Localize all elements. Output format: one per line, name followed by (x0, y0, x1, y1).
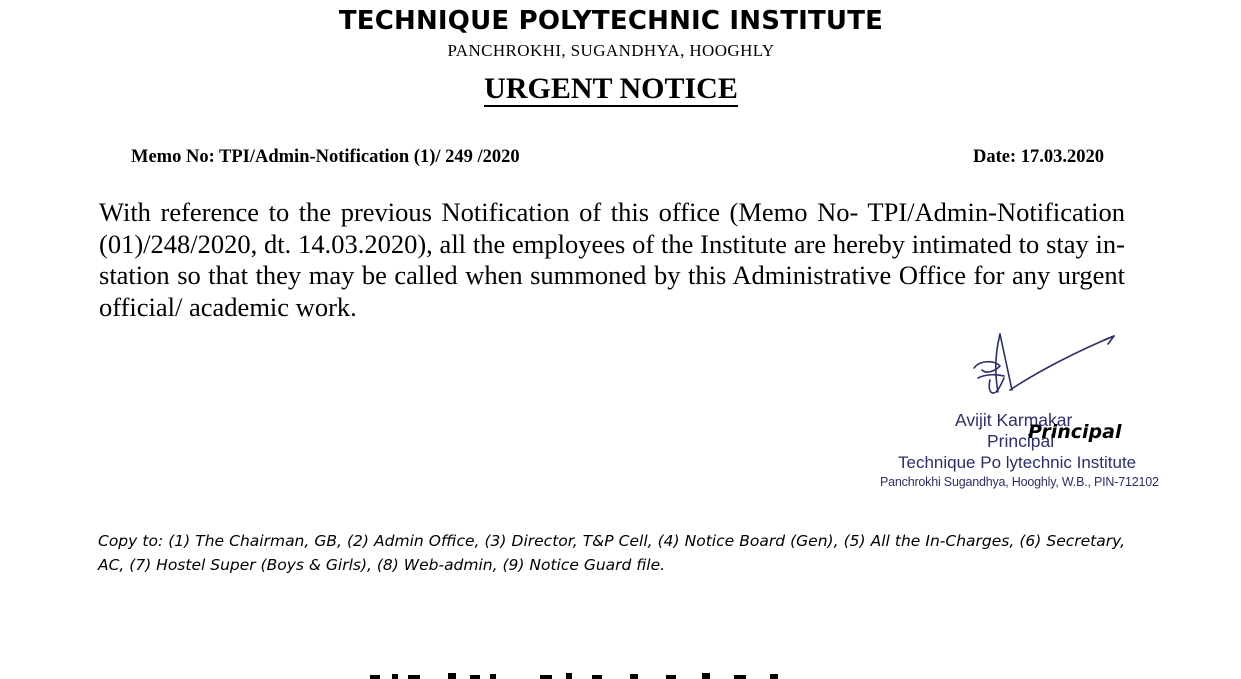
notice-date: Date: 17.03.2020 (972, 147, 1104, 167)
stamp-institute-name: Technique Po lytechnic Institute (898, 453, 1137, 472)
memo-number: Memo No: TPI/Admin-Notification (1)/ 249 /2020 (131, 147, 520, 167)
cut-off-text-fragment (330, 666, 830, 679)
stamp-address: Panchrokhi Sugandhya, Hooghly, W.B., PIN-712102 (880, 475, 1159, 489)
stamp-signatory-name: Avijit Karmakar (955, 410, 1073, 430)
signatory-role: Principal (1028, 421, 1122, 443)
stamp-signatory-role: Principal (987, 431, 1055, 451)
notice-title-wrapper (0, 72, 1222, 106)
signature-image (960, 330, 1120, 410)
institute-address: PANCHROKHI, SUGANDHYA, HOOGHLY (447, 41, 775, 60)
copy-to-list: Copy to: (1) The Chairman, GB, (2) Admin Office, (3) Director, T&P Cell, (4) Notice Board (Gen), (5) All the In-Charges, (6) Secretary, AC, (7) Hostel Super (Boys & Girls), (8) Web-admin, (9) Notice Guard file. (98, 532, 1125, 574)
notice-body: With reference to the previous Notification of this office (Memo No- TPI/Admin-Notification (01)/248/2020, dt. 14.03.2020), all the employees of the Institute are hereby intimated to stay in-station so that they may be called when summoned by this Administrative Office for any urgent official/ academic work. (99, 197, 1125, 322)
notice-title: URGENT NOTICE (484, 72, 738, 105)
institute-name: TECHNIQUE POLYTECHNIC INSTITUTE (338, 6, 884, 36)
